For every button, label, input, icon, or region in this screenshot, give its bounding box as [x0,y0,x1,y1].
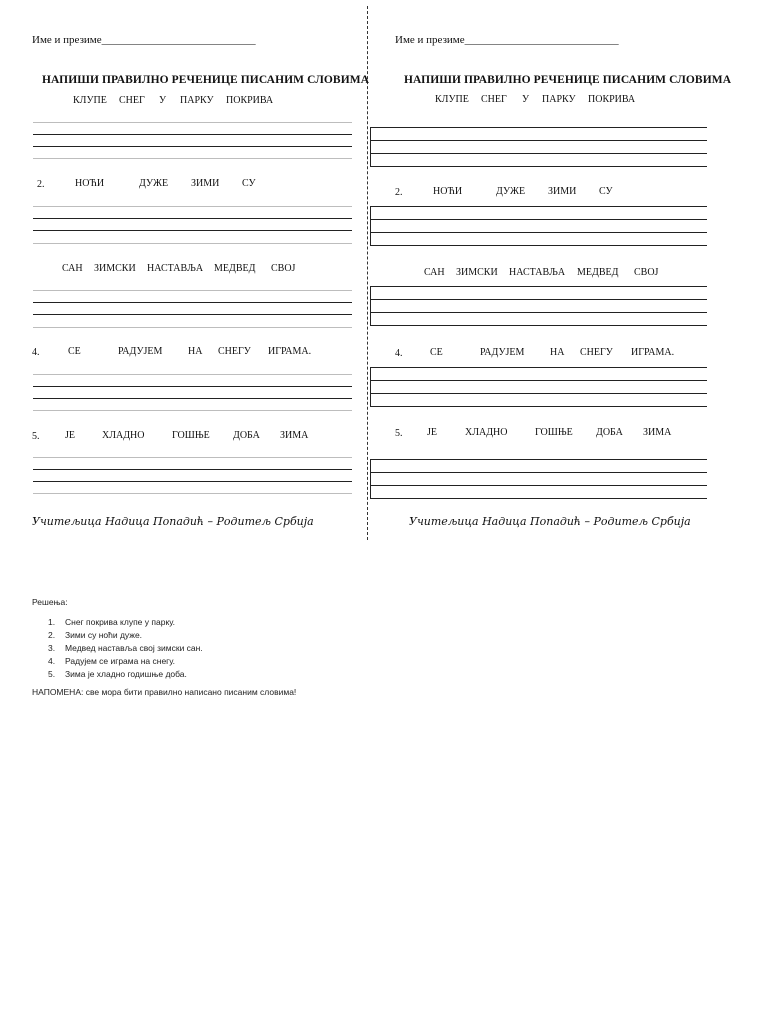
word-row-3 [368,267,768,281]
writing-line [33,206,352,207]
writing-line [33,134,352,135]
word: ЈЕ [427,427,437,438]
writing-line [370,312,707,313]
writing-line [370,380,707,381]
word: ЗИМСКИ [94,263,136,274]
solution-text: Медвед наставља свој зимски сан. [65,643,203,653]
word: ХЛАДНО [465,427,508,438]
list-item [32,616,532,629]
name-field-label: Име и презиме____________________________ [395,34,619,46]
word: НА [550,347,565,358]
word: ИГРАМА. [268,346,312,357]
word: ДОБА [596,427,623,438]
word: СНЕГУ [580,347,613,358]
writing-line [370,485,707,486]
word: НАСТАВЉА [147,263,204,274]
list-item [32,668,532,681]
word: У [522,94,530,105]
word: ПОКРИВА [226,95,274,106]
writing-line [33,469,352,470]
word: НА [188,346,203,357]
word: КЛУПЕ [435,94,469,105]
writing-line [370,286,707,287]
word-row-3 [0,263,367,277]
writing-line [370,472,707,473]
word: СВОЈ [271,263,296,274]
row-number: 5. [32,431,40,442]
word: МЕДВЕД [214,263,256,274]
word: ИГРАМА. [631,347,675,358]
writing-line [370,325,707,326]
writing-line [33,481,352,482]
word: ХЛАДНО [102,430,145,441]
writing-line [370,166,707,167]
writing-line [33,410,352,411]
writing-line [33,243,352,244]
word: ПАРКУ [542,94,576,105]
word: СУ [242,178,256,189]
word: ЗИМИ [191,178,220,189]
word: У [159,95,167,106]
word: ДУЖЕ [496,186,526,197]
word: НАСТАВЉА [509,267,566,278]
solution-text: Радујем се играма на снегу. [65,656,176,666]
word-row-5 [368,427,768,441]
row-number: 5. [395,428,403,439]
word: НОЋИ [433,186,463,197]
word-row-1 [0,95,367,109]
writing-box-edge [370,286,371,325]
word: СНЕГ [481,94,507,105]
writing-line [33,302,352,303]
writing-line [33,158,352,159]
writing-box-edge [370,459,371,498]
word: ЗИМА [643,427,672,438]
writing-line [370,232,707,233]
signature: Учитељица Надица Попадић – Родитељ Србија [32,515,314,528]
writing-line [33,327,352,328]
worksheet-right [368,0,768,540]
word-row-2 [0,178,367,192]
list-item [32,629,532,642]
word: СЕ [68,346,81,357]
worksheet-left [0,0,370,540]
writing-line [33,374,352,375]
word: МЕДВЕД [577,267,619,278]
writing-line [33,290,352,291]
writing-line [33,457,352,458]
writing-line [370,153,707,154]
row-number: 4. [395,348,403,359]
row-number: 2. [395,187,403,198]
solution-text: Зими су ноћи дуже. [65,630,143,640]
writing-line [370,206,707,207]
writing-line [370,406,707,407]
list-number: 1. [48,617,56,627]
word: СВОЈ [634,267,659,278]
word: ЈЕ [65,430,75,441]
solution-text: Зима је хладно годишње доба. [65,669,187,679]
writing-line [370,219,707,220]
list-number: 5. [48,669,56,679]
word-row-2 [368,186,768,200]
list-number: 2. [48,630,56,640]
row-number: 4. [32,347,40,358]
solutions-section [32,596,532,699]
word-row-4 [368,347,768,361]
name-field-label: Име и презиме____________________________ [32,34,256,46]
writing-line [33,218,352,219]
word: СУ [599,186,613,197]
word: ДОБА [233,430,260,441]
word: САН [424,267,445,278]
word: НОЋИ [75,178,105,189]
writing-line [370,367,707,368]
word: САН [62,263,83,274]
word: ЗИМА [280,430,309,441]
word: ЗИМСКИ [456,267,498,278]
list-item [32,642,532,655]
word-row-1 [368,94,768,108]
writing-line [33,230,352,231]
worksheet-title: НАПИШИ ПРАВИЛНО РЕЧЕНИЦЕ ПИСАНИМ СЛОВИМА [42,74,370,86]
list-number: 4. [48,656,56,666]
word: ГОШЊЕ [535,427,573,438]
writing-line [33,386,352,387]
writing-box-edge [370,206,371,245]
solution-text: Снег покрива клупе у парку. [65,617,176,627]
word-row-5 [0,430,367,444]
word: ПАРКУ [180,95,214,106]
word: РАДУЈЕМ [118,346,163,357]
writing-line [370,127,707,128]
solutions-note: НАПОМЕНА: све мора бити правилно написано писаним словима! [32,687,297,697]
writing-box-edge [370,367,371,406]
writing-line [370,393,707,394]
worksheet-title: НАПИШИ ПРАВИЛНО РЕЧЕНИЦЕ ПИСАНИМ СЛОВИМА [404,74,732,86]
writing-line [33,122,352,123]
writing-line [33,146,352,147]
writing-line [370,299,707,300]
signature: Учитељица Надица Попадић – Родитељ Србија [409,515,691,528]
writing-line [370,459,707,460]
writing-box-edge [370,127,371,166]
writing-line [370,245,707,246]
word: ПОКРИВА [588,94,636,105]
word: СНЕГУ [218,346,251,357]
writing-line [33,398,352,399]
word: СЕ [430,347,443,358]
solutions-heading: Решења: [32,597,68,607]
writing-line [370,498,707,499]
word: ЗИМИ [548,186,577,197]
row-number: 2. [37,179,45,190]
writing-line [33,493,352,494]
writing-line [370,140,707,141]
word: ГОШЊЕ [172,430,210,441]
solutions-list [32,616,532,681]
word-row-4 [0,346,367,360]
word: ДУЖЕ [139,178,169,189]
list-item [32,655,532,668]
list-number: 3. [48,643,56,653]
writing-line [33,314,352,315]
word: КЛУПЕ [73,95,107,106]
word: РАДУЈЕМ [480,347,525,358]
word: СНЕГ [119,95,145,106]
